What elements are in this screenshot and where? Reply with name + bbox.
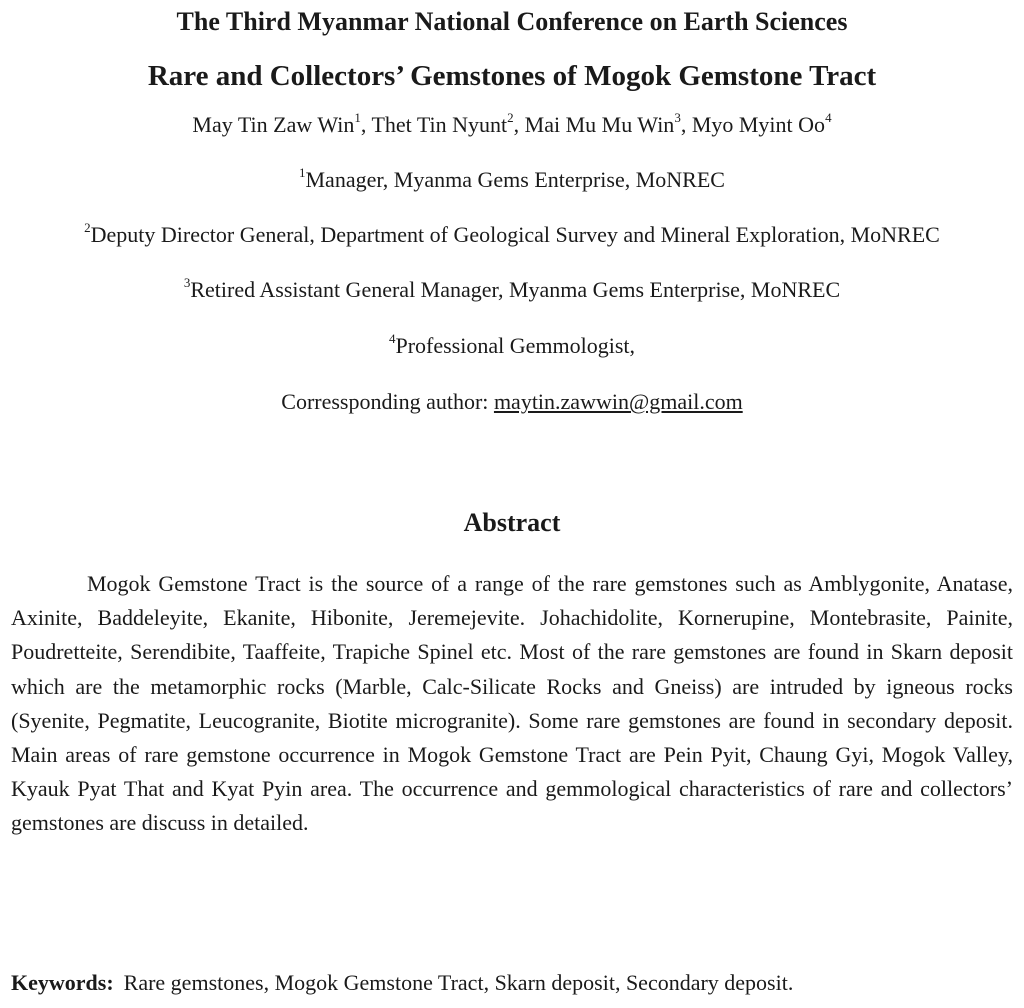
corresponding-label: Corressponding author: — [281, 389, 494, 414]
corresponding-author — [0, 387, 1024, 417]
author: May Tin Zaw Win$^1$, — [192, 109, 372, 137]
abstract-heading: Abstract — [463, 508, 561, 537]
affiliation-4: $^4$Professional Gemmologist, — [388, 330, 636, 358]
affiliation-3: $^3$Retired Assistant General Manager, Myanma Gems Enterprise, MoNREC — [183, 274, 841, 302]
author: Mai Mu Mu Win$^3$, — [524, 109, 692, 137]
keywords-text: Rare gemstones, Mogok Gemstone Tract, Skarn deposit, Secondary deposit. — [123, 970, 794, 995]
abstract-text: Mogok Gemstone Tract is the source of a range of the rare gemstones such as Amblygonite, Anatase, Axinite, Baddeleyite, Ekanite, Hibonite, Jeremejevite. Johachidolite, Kornerupine, Montebrasite, Painite, Poudretteite, Serendibite, Taaffeite, Trapiche Spinel etc. Most of the rare gemstones are found in Skarn deposit which are the metamorphic rocks (Marble, Calc-Silicate Rocks and Gneiss) are intruded by igneous rocks (Syenite, Pegmatite, Leucogranite, Biotite microgranite). Some rare gemstones are found in secondary deposit. Main areas of rare gemstone occurrence in Mogok Gemstone Tract are Pein Pyit, Chaung Gyi, Mogok Valley, Kyauk Pyat That and Kyat Pyin area. The occurrence and gemmological characteristics of rare and collectors’ gemstones are discuss in detailed. — [11, 571, 1013, 836]
keywords-line — [11, 966, 1013, 1000]
author: Myo Myint Oo$^4$ — [691, 109, 832, 137]
affiliation-2: $^2$Deputy Director General, Department of Geological Survey and Mineral Exploration, MoNREC — [84, 219, 940, 247]
conference-name: The Third Myanmar National Conference on Earth Sciences — [176, 7, 848, 36]
paper-title: Rare and Collectors’ Gemstones of Mogok Gemstone Tract — [147, 60, 877, 92]
email-link[interactable]: maytin.zawwin@gmail.com — [493, 389, 743, 414]
author-list — [0, 110, 1024, 140]
affiliation-1: $^1$Manager, Myanma Gems Enterprise, MoNREC — [299, 164, 725, 192]
keywords-label: Keywords: — [11, 970, 114, 995]
author: Thet Tin Nyunt$^2$, — [371, 109, 525, 137]
